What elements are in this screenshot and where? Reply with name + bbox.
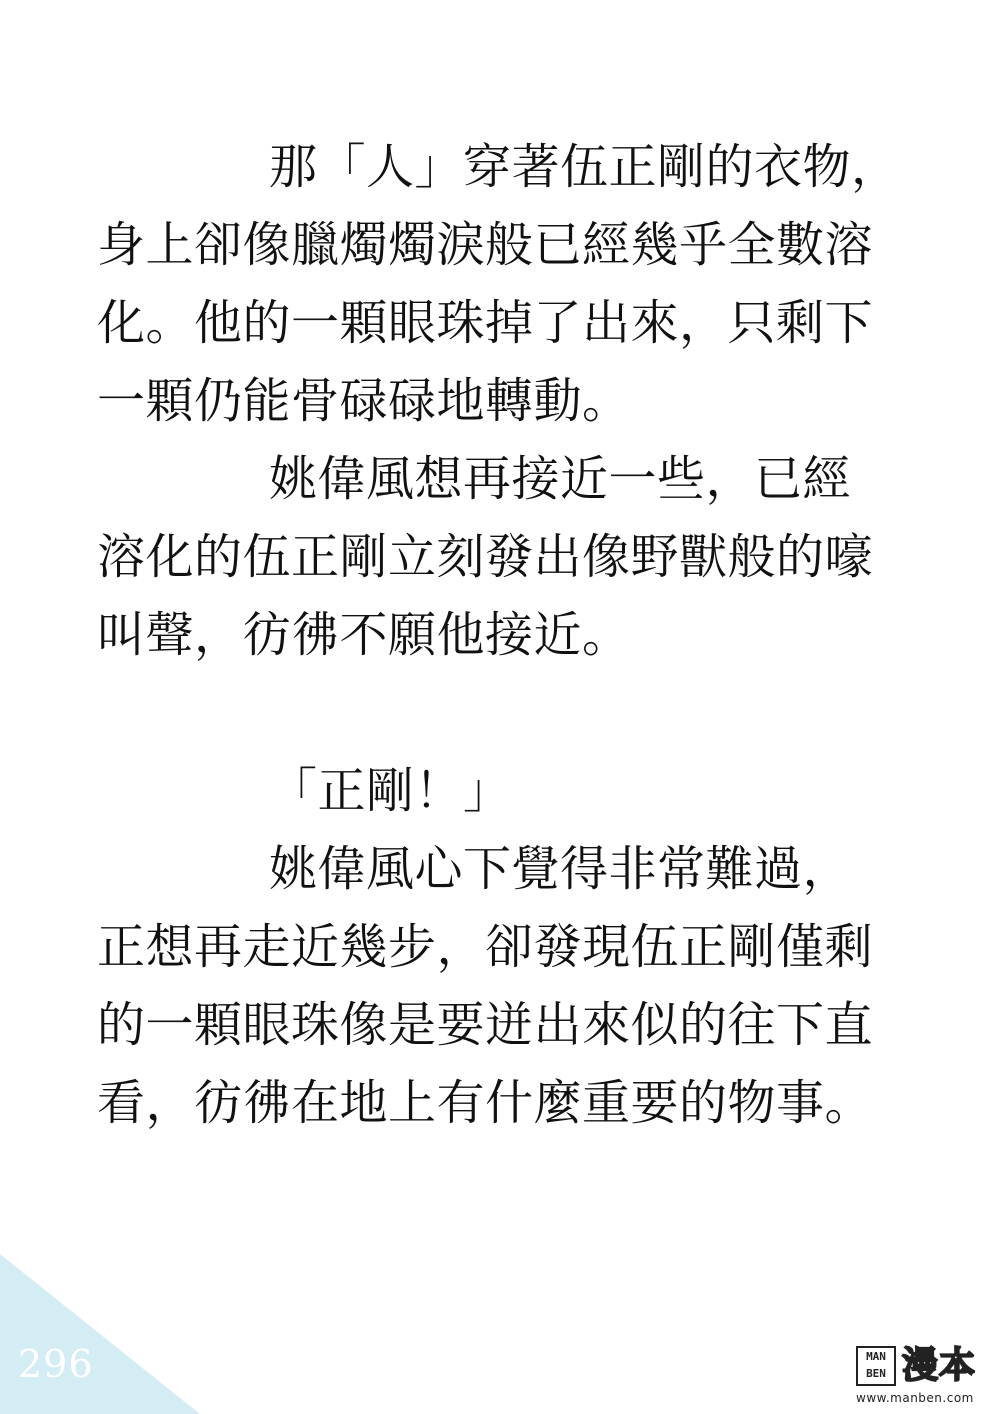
paragraph-line: 正想再走近幾步，卻發現伍正剛僅剩 [97, 919, 874, 975]
body-text [97, 128, 900, 1142]
paragraph-line: 化。他的一顆眼珠掉了出來，只剩下 [97, 295, 874, 351]
paragraph-line: 身上卻像臘燭燭淚般已經幾乎全數溶 [97, 217, 874, 273]
corner-decoration [0, 1254, 200, 1414]
paragraph-line: 姚偉風想再接近一些，已經 [269, 451, 852, 507]
paragraph-line: 一顆仍能骨碌碌地轉動。 [97, 373, 631, 429]
paragraph-line: 的一顆眼珠像是要迸出來似的往下直 [97, 997, 874, 1053]
dialogue-line: 「正剛！」 [269, 763, 512, 819]
page-number: 296 [18, 1342, 94, 1386]
watermark-url: www.manben.com [856, 1391, 974, 1405]
watermark-box: MAN BEN [856, 1346, 896, 1386]
manben-watermark [856, 1346, 988, 1408]
paragraph-line: 溶化的伍正剛立刻發出像野獸般的嚎 [97, 529, 874, 585]
paragraph-line: 那「人」穿著伍正剛的衣物， [269, 139, 900, 195]
watermark-text: 漫本 [902, 1345, 977, 1386]
paragraph-line: 姚偉風心下覺得非常難過， [269, 841, 852, 897]
paragraph-gap [97, 674, 897, 752]
paragraph-line: 看，彷彿在地上有什麼重要的物事。 [97, 1075, 874, 1131]
paragraph-line: 叫聲，彷彿不願他接近。 [97, 607, 631, 663]
